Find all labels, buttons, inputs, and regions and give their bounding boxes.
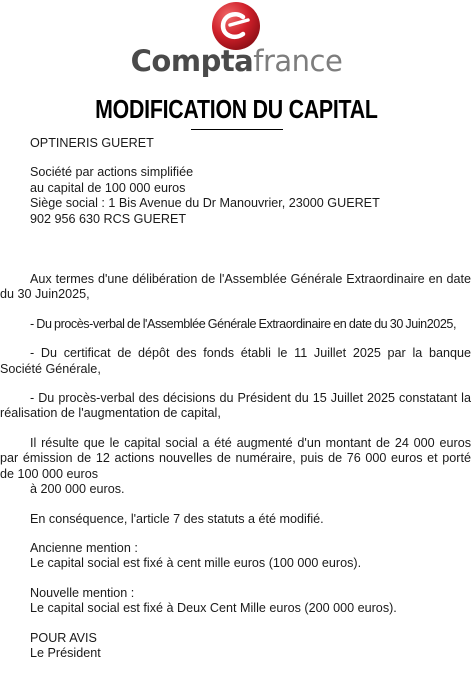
brand-light: france xyxy=(253,44,343,78)
title-divider xyxy=(191,129,283,130)
item-deposit-certificate: - Du certificat de dépôt des fonds établi le 11 Juillet 2025 par la banque Société Générale, xyxy=(0,346,471,376)
closing-text: POUR AVIS xyxy=(30,630,97,645)
item-minutes-agm: - Du procès-verbal de l'Assemblée Générale Extraordinaire en date du 30 Juin2025, xyxy=(30,316,456,331)
old-mention-label: Ancienne mention : xyxy=(30,540,138,555)
item-president-decisions: - Du procès-verbal des décisions du Président du 15 Juillet 2025 constatant la réalisation de l'augmentation de capital, xyxy=(0,391,471,421)
new-mention-label: Nouvelle mention : xyxy=(30,585,135,600)
company-rcs: 902 956 630 RCS GUERET xyxy=(30,211,187,226)
company-capital: au capital de 100 000 euros xyxy=(30,180,186,195)
company-seat: Siège social : 1 Bis Avenue du Dr Manouvrier, 23000 GUERET xyxy=(30,196,380,211)
capital-increase-end: à 200 000 euros. xyxy=(30,482,125,497)
notice-body xyxy=(0,136,471,661)
brand-logo-text xyxy=(0,44,473,78)
resolution-paragraph: Aux termes d'une délibération de l'Assemblée Générale Extraordinaire en date du 30 Juin2025, xyxy=(0,272,471,302)
brand-bold: Compta xyxy=(130,44,254,78)
new-mention-text: Le capital social est fixé à Deux Cent Mille euros (200 000 euros). xyxy=(30,601,397,616)
company-name: OPTINERIS GUERET xyxy=(30,136,154,150)
old-mention-text: Le capital social est fixé à cent mille euros (100 000 euros). xyxy=(30,556,362,571)
page-title: MODIFICATION DU CAPITAL xyxy=(95,94,378,124)
signatory: Le Président xyxy=(30,645,101,660)
statutes-paragraph: En conséquence, l'article 7 des statuts a été modifié. xyxy=(30,511,324,526)
company-form: Société par actions simplifiée xyxy=(30,165,194,180)
capital-increase-paragraph: Il résulte que le capital social a été augmenté d'un montant de 24 000 euros par émission de 12 actions nouvelles de numéraire, puis de 76 000 euros et porté de 100 000 euros xyxy=(0,435,471,481)
